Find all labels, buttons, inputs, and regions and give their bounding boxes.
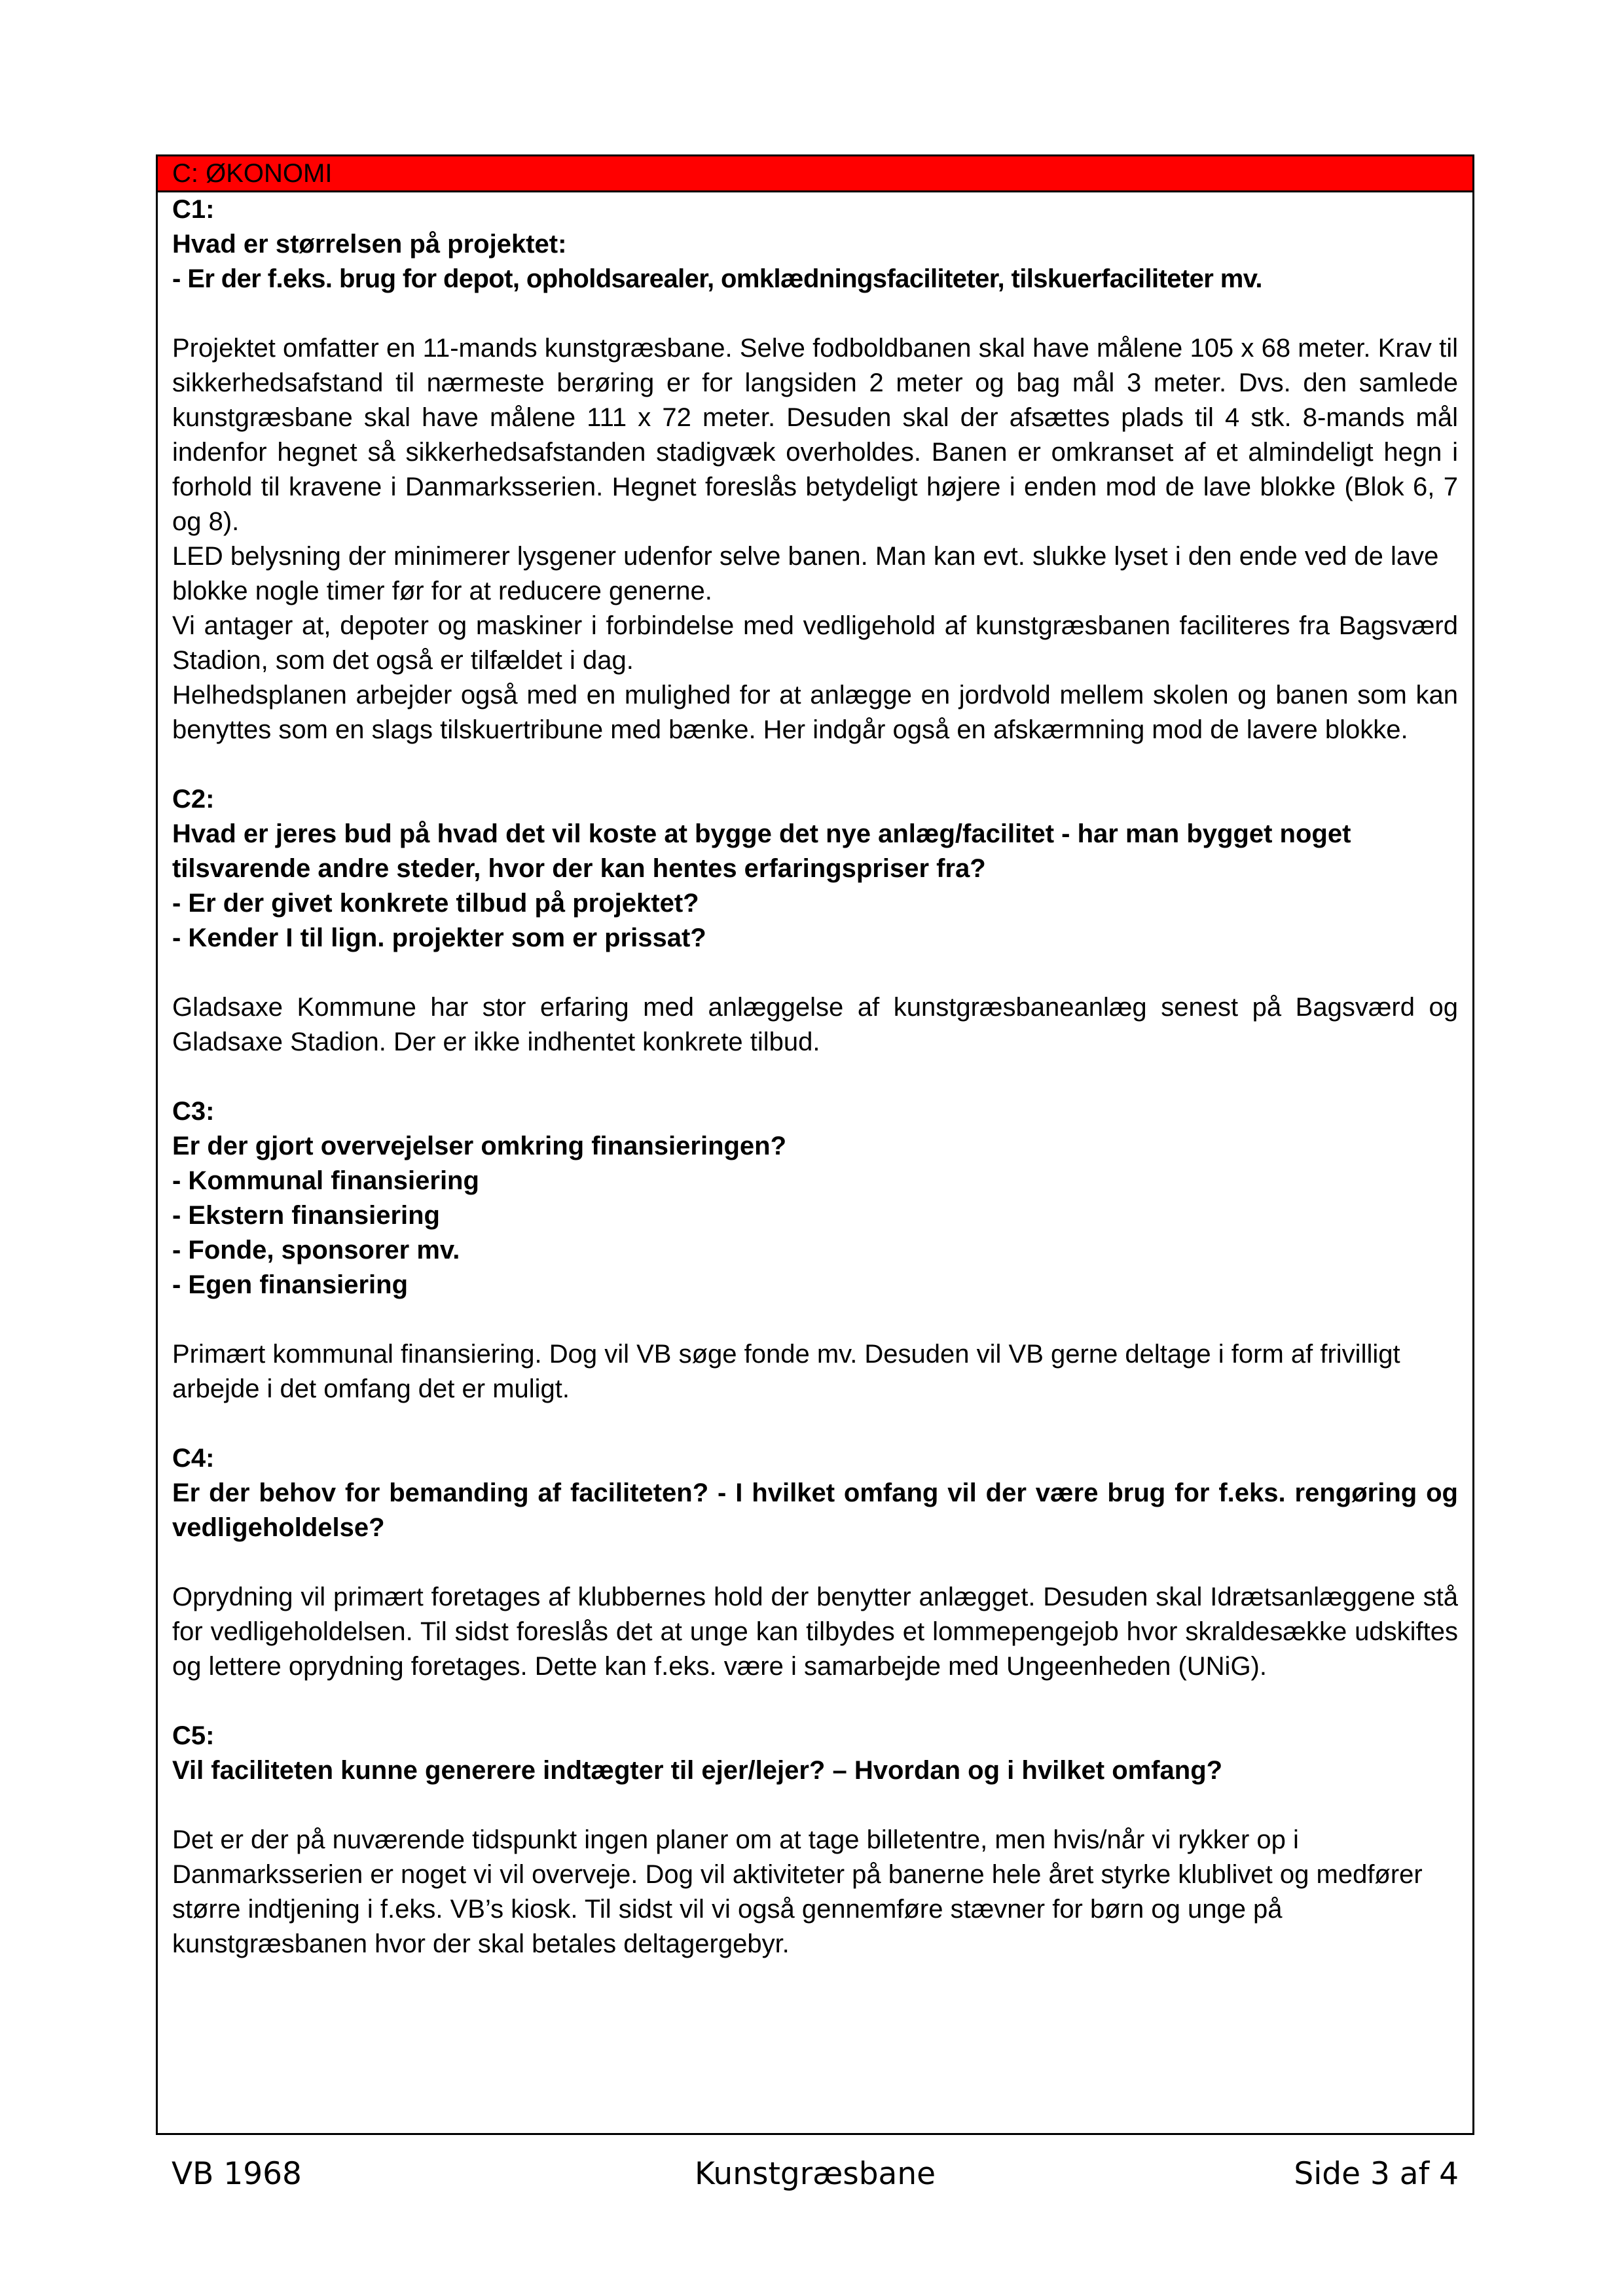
question-text: - Er der givet konkrete tilbud på projektet? [172, 889, 699, 918]
form-frame [156, 154, 1474, 2135]
section-c1 [172, 192, 1458, 782]
question-text: - Kender I til lign. projekter som er prissat? [172, 924, 706, 952]
question-text: Er der gjort overvejelser omkring finansieringen? [172, 1132, 787, 1160]
footer-page-number: Side 3 af 4 [1294, 2156, 1459, 2192]
section-c4 [172, 1441, 1458, 1719]
answer-paragraph: Helhedsplanen arbejder også med en mulighed for at anlægge en jordvold mellem skolen og banen som kan benyttes som en slags tilskuertribune med bænke. Her indgår også en afskærmning mod de lavere blokke. [172, 681, 1458, 744]
answer-paragraph: Gladsaxe Kommune har stor erfaring med anlæggelse af kunstgræsbaneanlæg senest på Bagsværd og Gladsaxe Stadion. Der er ikke indhentet konkrete tilbud. [172, 993, 1458, 1056]
answer-paragraph: Projektet omfatter en 11-mands kunstgræsbane. Selve fodboldbanen skal have målene 105 x 68 meter. Krav til sikkerhedsafstand til nærmeste berøring er for langsiden 2 meter og bag mål 3 meter. Dvs. den samlede kunstgræsbane skal have målene 111 x 72 meter. Desuden skal der afsættes plads til 4 stk. 8-mands mål indenfor hegnet så sikkerhedsafstanden stadigvæk overholdes. Banen er omkranset af et almindeligt hegn i forhold til kravene i Danmarksserien. Hegnet foreslås betydeligt højere i enden mod de lave blokke (Blok 6, 7 og 8). [172, 334, 1458, 536]
footer-club-name: VB 1968 [172, 2156, 302, 2192]
page-footer [172, 2155, 1459, 2194]
question-text: - Er der f.eks. brug for depot, opholdsarealer, omklædningsfaciliteter, tilskuerfaciliteter mv. [172, 264, 1262, 293]
section-header-bar [158, 156, 1472, 192]
answer-paragraph: Primært kommunal finansiering. Dog vil VB søge fonde mv. Desuden vil VB gerne deltage i form af frivilligt arbejde i det omfang det er muligt. [172, 1340, 1400, 1403]
section-id: C2: [172, 785, 215, 814]
question-text: - Ekstern finansiering [172, 1201, 440, 1230]
question-text: - Fonde, sponsorer mv. [172, 1236, 460, 1265]
section-id: C3: [172, 1097, 215, 1126]
question-text: Hvad er jeres bud på hvad det vil koste at bygge det nye anlæg/facilitet - har man bygget noget tilsvarende andre steder, hvor der kan hentes erfaringspriser fra? [172, 819, 1351, 883]
answer-paragraph: Vi antager at, depoter og maskiner i forbindelse med vedligehold af kunstgræsbanen faciliteres fra Bagsværd Stadion, som det også er tilfældet i dag. [172, 611, 1458, 675]
section-id: C4: [172, 1444, 215, 1473]
form-content [158, 192, 1472, 1962]
section-header-title: C: ØKONOMI [172, 159, 333, 188]
section-c2 [172, 782, 1458, 1094]
answer-paragraph: Oprydning vil primært foretages af klubbernes hold der benytter anlægget. Desuden skal Idrætsanlæggene stå for vedligeholdelsen. Til sidst foreslås det at unge kan tilbydes et lommepengejob hvor skraldesække udskiftes og lettere oprydning foretages. Dette kan f.eks. være i samarbejde med Ungeenheden (UNiG). [172, 1583, 1458, 1681]
answer-paragraph: LED belysning der minimerer lysgener udenfor selve banen. Man kan evt. slukke lyset i den ende ved de lave blokke nogle timer før for at reducere generne. [172, 542, 1439, 605]
section-c3 [172, 1094, 1458, 1441]
question-text: Vil faciliteten kunne generere indtægter til ejer/lejer? – Hvordan og i hvilket omfang? [172, 1756, 1223, 1785]
answer-paragraph: Det er der på nuværende tidspunkt ingen planer om at tage billetentre, men hvis/når vi rykker op i Danmarksserien er noget vi vil overveje. Dog vil aktiviteter på banerne hele året styrke klublivet og medfører større indtjening i f.eks. VB’s kiosk. Til sidst vil vi også gennemføre stævner for børn og unge på kunstgræsbanen hvor der skal betales deltagergebyr. [172, 1825, 1423, 1958]
question-text: Hvad er størrelsen på projektet: [172, 230, 567, 259]
section-id: C5: [172, 1721, 215, 1750]
question-text: - Egen finansiering [172, 1270, 409, 1299]
section-id: C1: [172, 195, 215, 224]
section-c5 [172, 1719, 1458, 1962]
footer-document-title: Kunstgræsbane [694, 2156, 936, 2192]
question-text: - Kommunal finansiering [172, 1166, 479, 1195]
question-text: Er der behov for bemanding af faciliteten? - I hvilket omfang vil der være brug for f.eks. rengøring og vedligeholdelse? [172, 1479, 1458, 1542]
